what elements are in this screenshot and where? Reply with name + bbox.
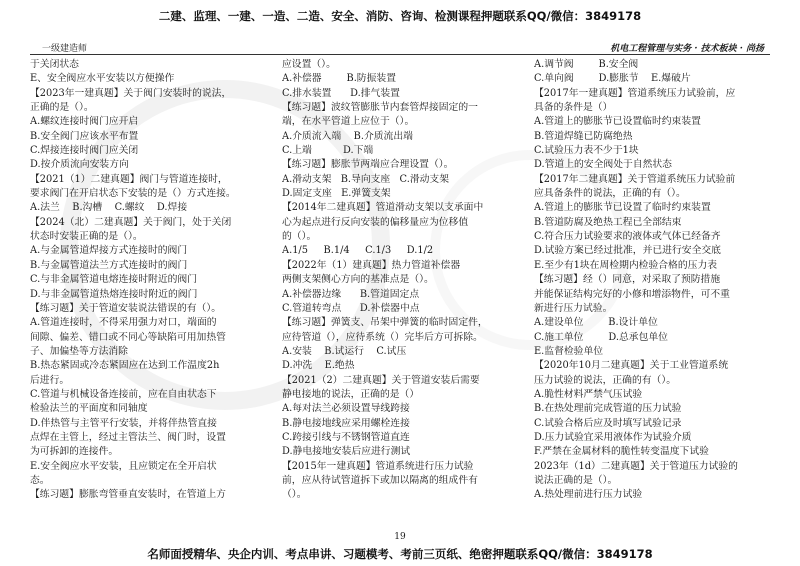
- text-line: 说法正确的是（）。: [534, 474, 618, 486]
- text-line: 【2022年（1）建真题】热力管道补偿器: [282, 259, 461, 271]
- text-line: A.热处理前进行压力试验: [534, 489, 643, 501]
- text-line: C.施工单位 D.总承包单位: [534, 331, 668, 343]
- text-line: A.1/5 B.1/4 C.1/3 D.1/2: [282, 245, 434, 257]
- text-line: B.热态紧固或冷态紧固应在达到工作温度2h: [30, 360, 220, 372]
- text-line: D.试验方案已经过批准，并已进行安全交底: [534, 245, 721, 257]
- text-line: E.至少有1块在周检期内检验合格的压力表: [534, 259, 718, 271]
- text-line: 后进行。: [30, 374, 70, 386]
- text-line: A.螺纹连接时阀门应开启: [30, 116, 139, 128]
- text-line: 具备的条件是（）: [534, 102, 613, 114]
- text-line: A.补偿器边缘 B.管道固定点: [282, 288, 420, 300]
- text-line: B.静电接地线应采用螺栓连接: [282, 417, 410, 429]
- text-line: 于关闭状态: [30, 59, 79, 70]
- text-line: 【练习题】膨胀节两端应合理设置（）。: [282, 159, 454, 171]
- text-line: 端，在水平管道上应位于（）。: [282, 116, 415, 128]
- text-line: 【2024（北）二建真题】关于阀门，处于关闭: [30, 216, 232, 228]
- text-line: D.压力试验宜采用液体作为试验介质: [534, 431, 692, 443]
- text-line: A.安装 B.试运行 C.试压: [282, 345, 407, 357]
- text-line: B.管道焊缝已防腐绝热: [534, 130, 633, 142]
- column-right: [534, 58, 770, 528]
- text-line: C.试验合格后应及时填写试验记录: [534, 417, 682, 429]
- footer-banner: 名师面授精华、央企内训、考点串讲、习题模考、考前三页纸、绝密押题联系QQ/微信：3849178: [147, 547, 653, 561]
- page-number: 19: [394, 532, 406, 542]
- text-line: 【2020年10月二建真题】关于工业管道系统: [534, 360, 729, 372]
- text-line: A.管道连接时，不得采用强力对口，端面的: [30, 317, 217, 329]
- text-line: 正确的是（）。: [30, 102, 94, 114]
- top-banner: 二建、监理、一建、一造、二造、安全、消防、咨询、检测课程押题联系QQ/微信：3849178: [158, 9, 642, 23]
- text-line: C.试验压力表不少于1块: [534, 145, 639, 157]
- text-line: E.监督检验单位: [534, 345, 604, 357]
- text-line: （）。: [282, 489, 307, 501]
- text-line: B.与金属管道法兰方式连接时的阀门: [30, 259, 188, 271]
- text-line: A.补偿器 B.防振装置: [282, 73, 396, 85]
- text-line: 子、加偏垫等方法消除: [30, 345, 128, 357]
- text-line: B.在热处理前完成管道的压力试验: [534, 403, 682, 415]
- text-line: D.管道上的安全阀处于自然状态: [534, 159, 672, 171]
- text-line: 并能保证结构完好的小修和增添物件，可不重: [534, 288, 730, 300]
- text-line: 前，应从待试管道拆下或加以隔离的组成件有: [282, 474, 478, 486]
- text-line: 【2015年一建真题】管道系统进行压力试验: [282, 460, 474, 472]
- text-line: A.与金属管道焊接方式连接时的阀门: [30, 245, 188, 257]
- text-line: 【练习题】弹簧支、吊架中弹簧的临时固定件，: [282, 317, 488, 329]
- column-middle: [282, 58, 522, 528]
- text-line: C.单向阀 D.膨胀节 E.爆破片: [534, 73, 691, 85]
- text-line: F.严禁在金属材料的脆性转变温度下试验: [534, 446, 709, 458]
- text-line: 【练习题】波纹管膨胀节内套管焊接固定的一: [282, 102, 478, 114]
- text-line: C.跨接引线与不锈钢管道直连: [282, 431, 410, 443]
- text-line: D.冲洗 E.绝热: [282, 360, 355, 372]
- text-line: 间隙、偏差、错口或不同心等缺陷可用加热管: [30, 331, 226, 343]
- text-line: C.焊接连接时阀门应关闭: [30, 145, 139, 157]
- text-line: D.固定支座 E.弹簧支架: [282, 188, 391, 200]
- text-line: 【2021（1）二建真题】阀门与管道连接时，: [30, 173, 228, 185]
- text-line: 静电接地的说法，正确的是（）: [282, 388, 420, 400]
- column-left: [30, 58, 270, 528]
- text-line: 态。: [30, 474, 50, 486]
- text-line: 2023年（1d）二建真题】关于管道压力试验的: [534, 460, 738, 472]
- text-line: 点焊在主管上，经过主管法兰、阀门时，设置: [30, 431, 226, 443]
- text-line: 【练习题】经（）同意，对采取了预防措施: [534, 274, 721, 286]
- text-line: D.伴热管与主管平行安装，并将伴热管直接: [30, 417, 217, 429]
- text-line: A.法兰 B.沟槽 C.螺纹 D.焊接: [30, 202, 188, 214]
- text-line: 【2021（2）二建真题】关于管道安装后需要: [282, 374, 480, 386]
- text-line: 【2023年一建真题】关于阀门安装时的说法，: [30, 87, 232, 99]
- text-line: C.排水装置 D.排气装置: [282, 87, 400, 99]
- text-line: 【2017年二建真题】关于管道系统压力试验前: [534, 173, 736, 185]
- text-line: 为可拆卸的连接件。: [30, 446, 119, 458]
- text-line: A.每对法兰必须设置导线跨接: [282, 403, 410, 415]
- text-line: 应具备条件的说法，正确的有（）。: [534, 188, 686, 200]
- text-line: B.管道防腐及绝热工程已全部结束: [534, 216, 682, 228]
- text-line: 应待管道（），应待系统（）完毕后方可拆除。: [282, 331, 483, 343]
- text-line: B.安全阀门应该水平布置: [30, 130, 139, 142]
- text-line: A.滑动支架 B.导向支座 C.滑动支架: [282, 173, 450, 185]
- text-line: A.管道上的膨胀节已设置临时约束装置: [534, 116, 701, 128]
- text-line: A.调节阀 B.安全阀: [534, 59, 639, 70]
- header-right: 机电工程管理与实务 · 技术板块 · 尚扬: [610, 44, 764, 54]
- text-line: C.管道与机械设备连接前，应在自由状态下: [30, 388, 217, 400]
- text-line: 【练习题】关于管道安装说法错误的有（）。: [30, 302, 222, 314]
- text-line: C.符合压力试验要求的液体或气体已经备齐: [534, 231, 721, 243]
- text-line: 心为起点进行反向安装的偏移量应为位移值: [282, 216, 469, 228]
- text-line: D.静电接地安装后应进行测试: [282, 446, 411, 458]
- text-line: C.管道转弯点 D.补偿器中点: [282, 302, 420, 314]
- text-line: C.与非金属管道电熔连接时附近的阀门: [30, 274, 198, 286]
- text-line: A.建设单位 B.设计单位: [534, 317, 658, 329]
- text-line: 检验法兰的平面度和同轴度: [30, 403, 148, 415]
- text-line: E、安全阀应水平安装以方便操作: [30, 73, 175, 85]
- text-line: C.上端 D.下端: [282, 145, 374, 157]
- text-line: 【2017年一建真题】管道系统压力试验前，应: [534, 87, 736, 99]
- text-line: 新进行压力试验。: [534, 302, 613, 314]
- text-line: D.与非金属管道热熔连接时附近的阀门: [30, 288, 198, 300]
- header-left: 一级建造师: [42, 44, 88, 54]
- text-line: 状态时安装正确的是（）。: [30, 231, 143, 243]
- text-line: A.管道上的膨胀节已设置了临时约束装置: [534, 202, 711, 214]
- text-line: 两侧支架侧心方向的基准点是（）。: [282, 274, 434, 286]
- text-line: D.按介质流向安装方向: [30, 159, 129, 171]
- text-line: 的（）。: [282, 231, 317, 243]
- text-line: E.安全阀应水平安装，且应锁定在全开启状: [30, 460, 217, 472]
- text-line: 【练习题】膨胀弯管垂直安装时，在管道上方: [30, 489, 226, 501]
- text-line: A.脆性材料严禁气压试验: [534, 388, 643, 400]
- text-line: 要求阀门在开启状态下安装的是（）方式连接。: [30, 188, 236, 200]
- text-line: 【2014年二建真题】管道滑动支架以支承面中: [282, 202, 484, 214]
- text-line: A.介质流入端 B.介质流出端: [282, 130, 413, 142]
- text-line: 压力试验的说法，正确的有（）。: [534, 374, 677, 386]
- text-line: 应设置（）。: [282, 59, 336, 70]
- content-columns: [30, 58, 770, 528]
- page-header: [30, 40, 770, 55]
